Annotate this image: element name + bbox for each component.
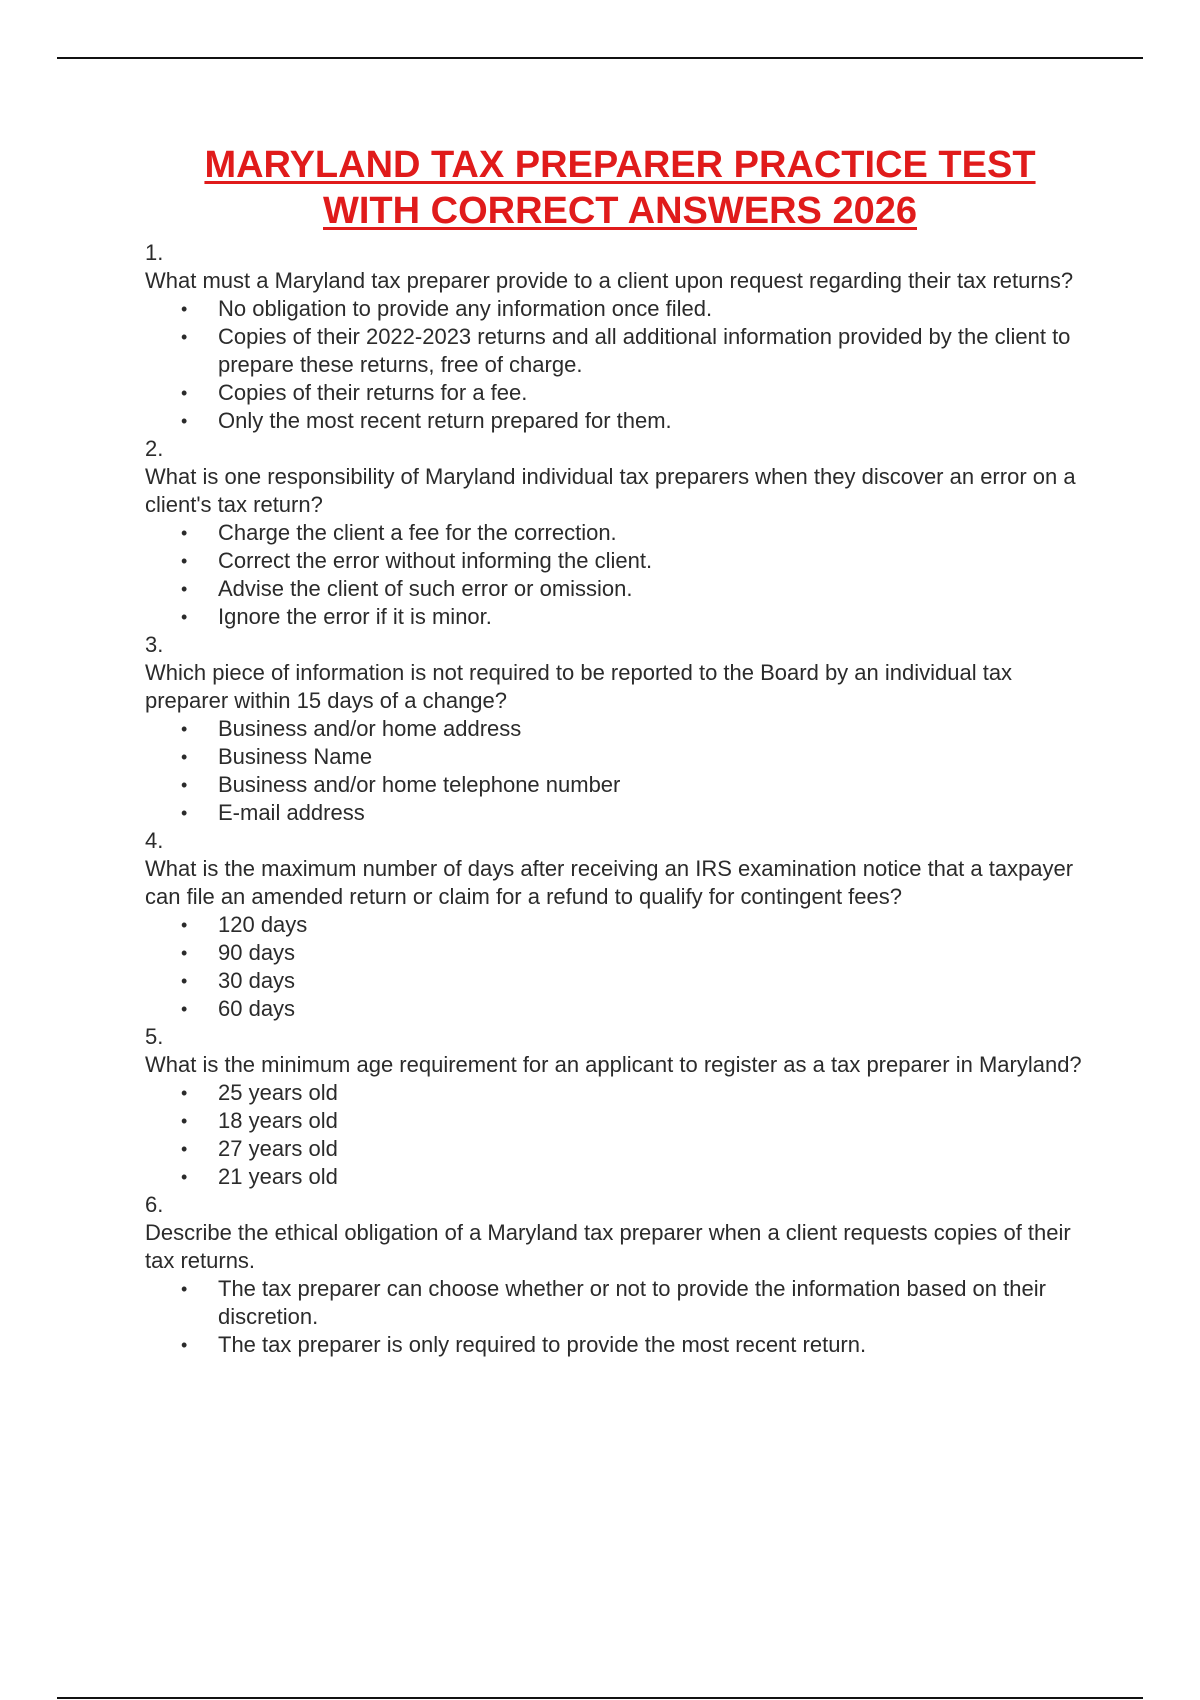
answer-option xyxy=(181,939,1100,967)
document-title xyxy=(140,142,1100,234)
bullet-icon: • xyxy=(181,1083,188,1103)
top-divider xyxy=(57,57,1143,59)
title-line-1: MARYLAND TAX PREPARER PRACTICE TEST xyxy=(204,144,1036,186)
question-text: Which piece of information is not required to be reported to the Board by an individual tax preparer within 15 days of a change? xyxy=(145,660,1013,713)
bullet-icon: • xyxy=(181,579,188,599)
answer-option xyxy=(181,1135,1100,1163)
answer-option-text: The tax preparer is only required to provide the most recent return. xyxy=(218,1332,867,1357)
question-number: 6. xyxy=(145,1192,164,1217)
answer-option xyxy=(181,799,1100,827)
question-text: What is one responsibility of Maryland individual tax preparers when they discover an error on a client's tax return? xyxy=(145,464,1076,517)
answer-options xyxy=(145,911,1100,1023)
answer-option-text: 120 days xyxy=(218,912,308,937)
answer-option xyxy=(181,603,1100,631)
answer-options xyxy=(145,1275,1100,1359)
bullet-icon: • xyxy=(181,523,188,543)
answer-option xyxy=(181,743,1100,771)
answer-option-text: Business and/or home address xyxy=(218,716,522,741)
bullet-icon: • xyxy=(181,775,188,795)
bullet-icon: • xyxy=(181,915,188,935)
answer-option xyxy=(181,575,1100,603)
answer-options xyxy=(145,715,1100,827)
bottom-divider xyxy=(57,1697,1143,1699)
question-number: 2. xyxy=(145,436,164,461)
answer-options xyxy=(145,1079,1100,1191)
answer-option xyxy=(181,407,1100,435)
question-5 xyxy=(145,1023,1100,1191)
question-number: 4. xyxy=(145,828,164,853)
question-6 xyxy=(145,1191,1100,1359)
bullet-icon: • xyxy=(181,719,188,739)
bullet-icon: • xyxy=(181,1139,188,1159)
answer-option-text: Charge the client a fee for the correction. xyxy=(218,520,617,545)
answer-option xyxy=(181,1107,1100,1135)
answer-option-text: Business and/or home telephone number xyxy=(218,772,621,797)
question-list xyxy=(145,239,1100,1359)
answer-option-text: Business Name xyxy=(218,744,373,769)
answer-options xyxy=(145,295,1100,435)
answer-option xyxy=(181,1079,1100,1107)
bullet-icon: • xyxy=(181,971,188,991)
question-number: 5. xyxy=(145,1024,164,1049)
bullet-icon: • xyxy=(181,1279,188,1299)
bullet-icon: • xyxy=(181,943,188,963)
answer-option-text: Copies of their returns for a fee. xyxy=(218,380,528,405)
answer-option-text: 27 years old xyxy=(218,1136,338,1161)
question-number: 1. xyxy=(145,240,164,265)
answer-option xyxy=(181,1163,1100,1191)
bullet-icon: • xyxy=(181,1335,188,1355)
question-3 xyxy=(145,631,1100,827)
answer-option xyxy=(181,1331,1100,1359)
answer-option-text: 60 days xyxy=(218,996,296,1021)
bullet-icon: • xyxy=(181,411,188,431)
answer-option-text: Only the most recent return prepared for them. xyxy=(218,408,672,433)
question-number: 3. xyxy=(145,632,164,657)
answer-option xyxy=(181,323,1100,379)
answer-option xyxy=(181,995,1100,1023)
question-1 xyxy=(145,239,1100,435)
bullet-icon: • xyxy=(181,607,188,627)
answer-option-text: No obligation to provide any information once filed. xyxy=(218,296,713,321)
bullet-icon: • xyxy=(181,803,188,823)
question-2 xyxy=(145,435,1100,631)
answer-option xyxy=(181,379,1100,407)
question-text: What is the minimum age requirement for an applicant to register as a tax preparer in Maryland? xyxy=(145,1052,1082,1077)
bullet-icon: • xyxy=(181,551,188,571)
bullet-icon: • xyxy=(181,383,188,403)
answer-option-text: 18 years old xyxy=(218,1108,338,1133)
answer-option xyxy=(181,771,1100,799)
bullet-icon: • xyxy=(181,1167,188,1187)
answer-option-text: The tax preparer can choose whether or not to provide the information based on their discretion. xyxy=(218,1276,1046,1329)
answer-option xyxy=(181,715,1100,743)
title-line-2: WITH CORRECT ANSWERS 2026 xyxy=(323,190,917,232)
answer-option-text: 90 days xyxy=(218,940,296,965)
answer-option-text: Advise the client of such error or omission. xyxy=(218,576,633,601)
answer-option xyxy=(181,295,1100,323)
answer-option xyxy=(181,911,1100,939)
answer-option-text: Correct the error without informing the client. xyxy=(218,548,653,573)
answer-option xyxy=(181,1275,1100,1331)
question-text: Describe the ethical obligation of a Maryland tax preparer when a client requests copies of their tax returns. xyxy=(145,1220,1071,1273)
bullet-icon: • xyxy=(181,299,188,319)
answer-option xyxy=(181,967,1100,995)
answer-option xyxy=(181,547,1100,575)
question-text: What must a Maryland tax preparer provide to a client upon request regarding their tax returns? xyxy=(145,268,1074,293)
answer-option-text: 25 years old xyxy=(218,1080,338,1105)
answer-option xyxy=(181,519,1100,547)
bullet-icon: • xyxy=(181,1111,188,1131)
answer-option-text: 21 years old xyxy=(218,1164,338,1189)
question-4 xyxy=(145,827,1100,1023)
answer-option-text: E-mail address xyxy=(218,800,365,825)
bullet-icon: • xyxy=(181,327,188,347)
answer-option-text: 30 days xyxy=(218,968,296,993)
answer-options xyxy=(145,519,1100,631)
bullet-icon: • xyxy=(181,999,188,1019)
answer-option-text: Ignore the error if it is minor. xyxy=(218,604,492,629)
question-text: What is the maximum number of days after receiving an IRS examination notice that a taxpayer can file an amended return or claim for a refund to qualify for contingent fees? xyxy=(145,856,1074,909)
answer-option-text: Copies of their 2022-2023 returns and all additional information provided by the client to prepare these returns, free of charge. xyxy=(218,324,1071,377)
bullet-icon: • xyxy=(181,747,188,767)
